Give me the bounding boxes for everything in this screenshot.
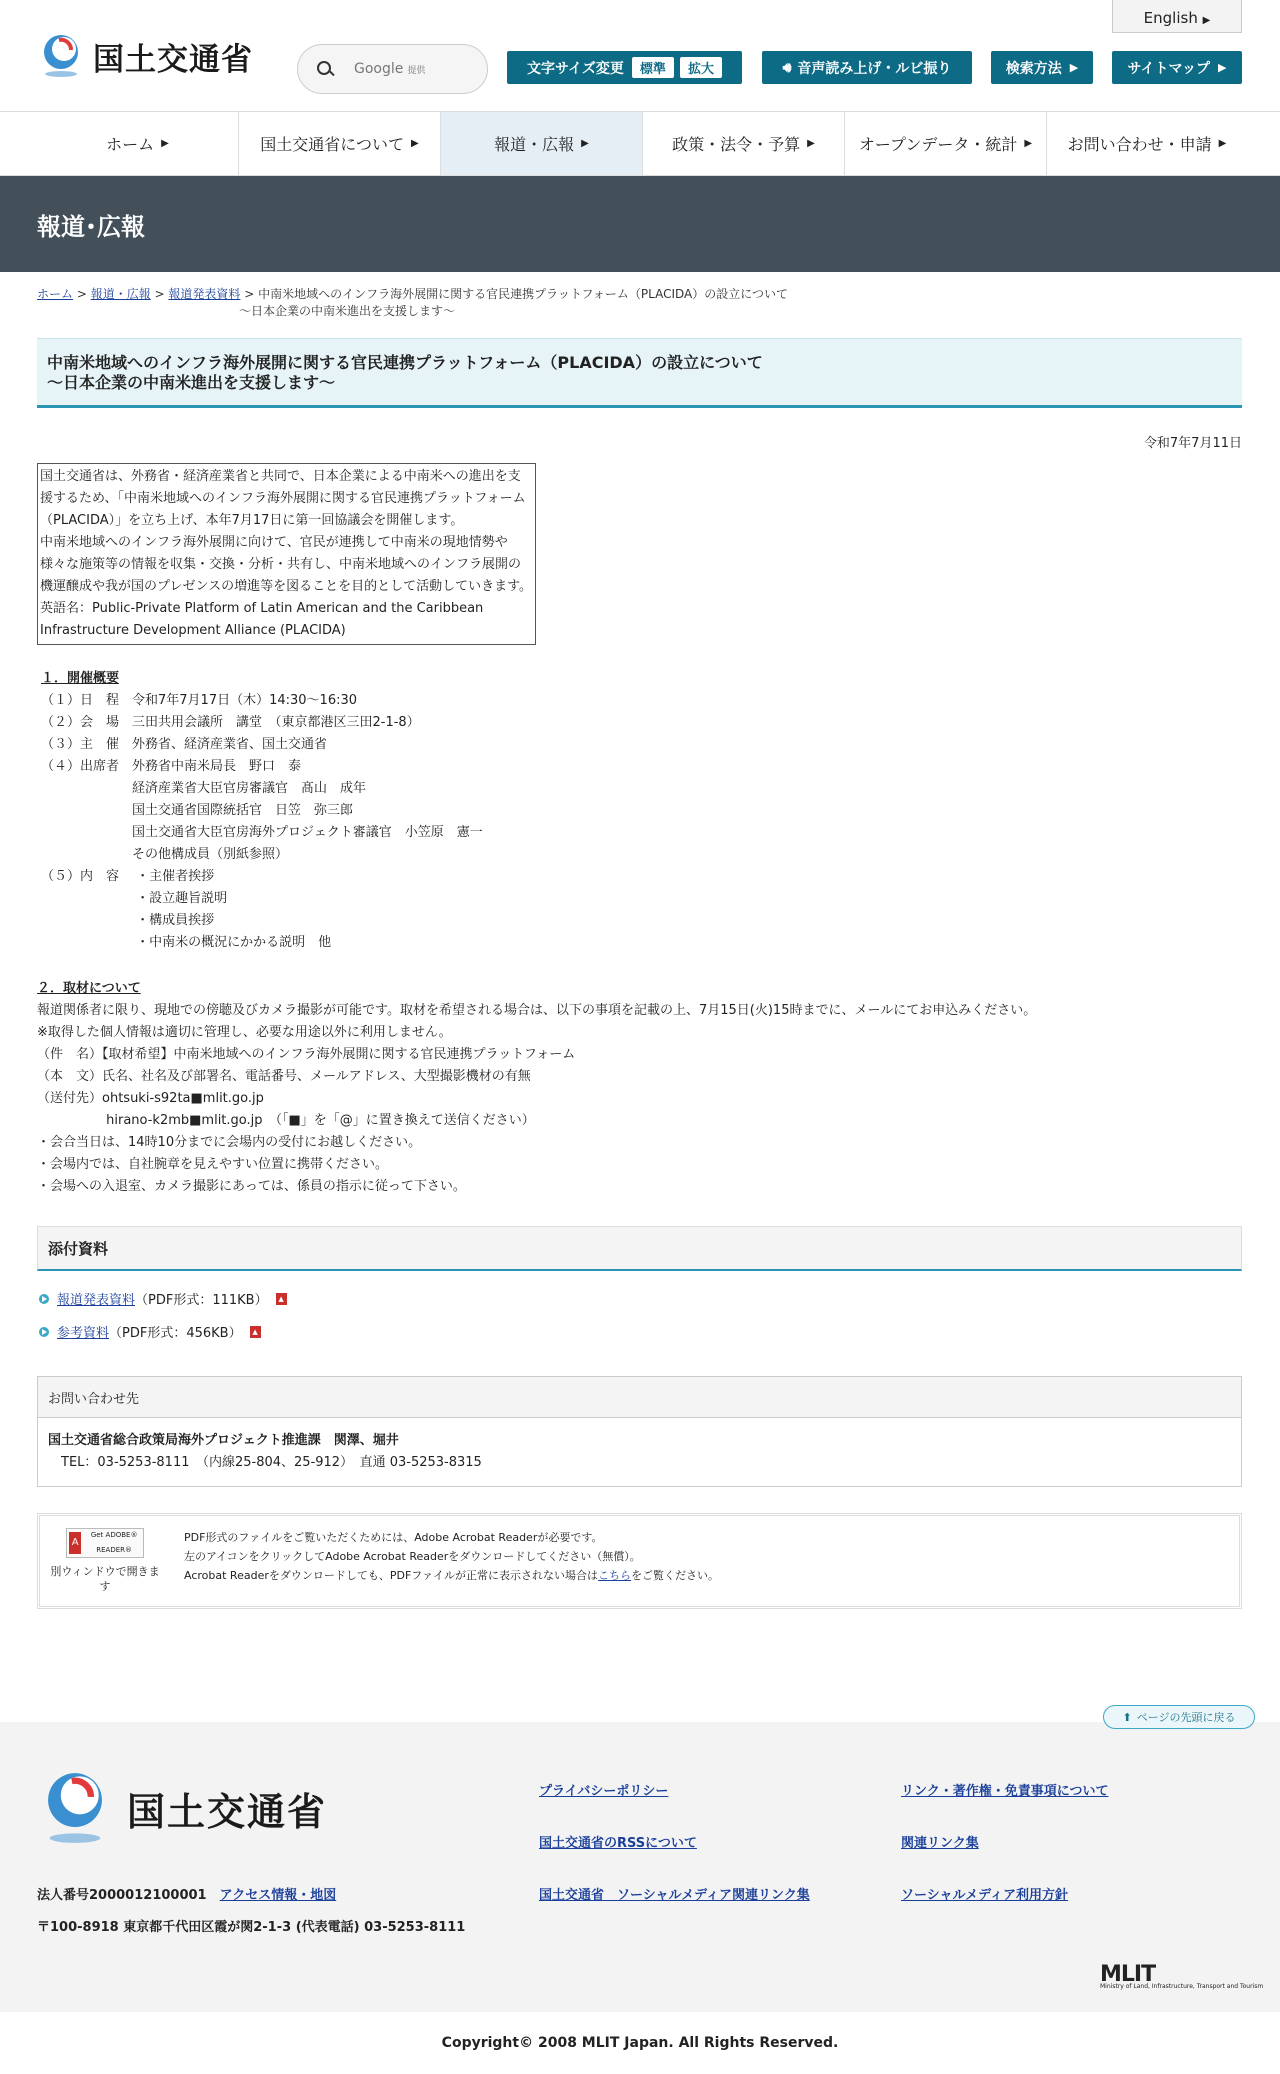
breadcrumb-press[interactable]: 報道・広報 bbox=[90, 287, 151, 301]
contact-heading: お問い合わせ先 bbox=[38, 1377, 1241, 1418]
footer-links-col1 bbox=[539, 1766, 810, 1922]
attachment-link-press[interactable]: 報道発表資料 bbox=[57, 1293, 136, 1308]
access-link[interactable]: アクセス情報・地図 bbox=[219, 1888, 337, 1903]
nav-opendata[interactable]: オープンデータ・統計 ▶ bbox=[845, 112, 1047, 175]
contact-box bbox=[37, 1376, 1242, 1487]
breadcrumb-home[interactable]: ホーム bbox=[37, 287, 74, 301]
rss-link[interactable]: 国土交通省のRSSについて bbox=[539, 1836, 697, 1851]
attachment-item: 報道発表資料 （PDF形式：111KB） ▲ bbox=[37, 1289, 1242, 1308]
section-heading: １．開催概要 bbox=[41, 671, 120, 686]
section-heading: ２．取材について bbox=[37, 981, 141, 996]
search-method-button[interactable]: 検索方法 ▶ bbox=[991, 51, 1093, 84]
nav-home[interactable]: ホーム ▶ bbox=[37, 112, 239, 175]
contact-tel: TEL：03-5253-8111 （内線25-804、25-912） 直通 03-5253-8315 bbox=[48, 1455, 482, 1470]
pdf-icon: ▲ bbox=[250, 1326, 261, 1338]
search-box[interactable] bbox=[297, 44, 488, 94]
attachment-link-reference[interactable]: 参考資料 bbox=[57, 1326, 110, 1341]
attachment-item: 参考資料 （PDF形式：456KB） ▲ bbox=[37, 1322, 1242, 1341]
get-adobe-reader-button[interactable]: A Get ADOBE® READER® bbox=[66, 1528, 144, 1558]
breadcrumb-current-sub: ～日本企業の中南米進出を支援します～ bbox=[239, 304, 456, 318]
footer-info: 法人番号2000012100001 アクセス情報・地図 〒100-8918 東京都千代田区霞が関2-1-3 (代表電話) 03-5253-8111 bbox=[37, 1880, 465, 1944]
mlit-logo-icon bbox=[37, 32, 85, 80]
logo-text: 国土交通省 bbox=[93, 41, 253, 78]
adobe-reader-icon: A bbox=[69, 1532, 81, 1554]
related-links-link[interactable]: 関連リンク集 bbox=[901, 1836, 979, 1851]
section-press-coverage: ２．取材について 報道関係者に限り、現地での傍聴及びカメラ撮影が可能です。取材を希望される場合は、以下の事項を記載の上、7月15日(火)15時までに、メールにてお申込みください。 ※取得した個人情報は適切に管理し、必要な用途以外に利用しません。 （件 名）【取材希望】中南米地域へのインフラ海外展開に関する官民連携プラットフォーム （本 文）氏名、社名及び部署名、電話番号、メールアドレス、大型撮影機材の有無 （送付先）ohtsuki-s92ta■mlit.go.jp hirano-k2mb■mlit.go.jp （「■」を「@」に置き換えて送信ください） ・会合当日は、14時10分までに会場内の受付にお越しください。 ・会場内では、自社腕章を見えやすい位置に携帯ください。 ・会場への入退室、カメラ撮影にあっては、係員の指示に従って下さい。 bbox=[37, 978, 1242, 1198]
footer-logo[interactable] bbox=[37, 1768, 327, 1848]
footer-address: 〒100-8918 東京都千代田区霞が関2-1-3 (代表電話) 03-5253-8111 bbox=[37, 1920, 466, 1935]
acrobat-notice: A Get ADOBE® READER® 別ウィンドウで開きます PDF形式のファイルをご覧いただくためには、Adobe Acrobat Readerが必要です。 左のアイコンをクリックしてAdobe Acrobat Readerをダウンロードしてください（無償）。 Acrobat Readerをダウンロードしても、PDFファイルが正常に表示されない場合はこちらをご覧ください。 bbox=[37, 1513, 1242, 1609]
privacy-link[interactable]: プライバシーポリシー bbox=[539, 1784, 669, 1799]
contact-org: 国土交通省総合政策局海外プロジェクト推進課 関澤、堀井 bbox=[48, 1433, 399, 1448]
summary-box: 国土交通省は、外務省・経済産業省と共同で、日本企業による中南米への進出を支援するため、「中南米地域へのインフラ海外展開に関する官民連携プラットフォーム（PLACIDA）」を立ち上げ、本年7月17日に第一回協議会を開催します。 中南米地域へのインフラ海外展開に向けて、官民が連携して中南米の現地情勢や様々な施策等の情報を収集・交換・分析・共有し、中南米地域へのインフラ展開の機運醸成や我が国のプレゼンスの増進等を図ることを目的として活動していきます。 英語名：Public-Private Platform of Latin American and the Caribbean Infrastructure Development Alliance (PLACIDA) bbox=[37, 463, 536, 645]
footer-links-col2 bbox=[901, 1766, 1108, 1922]
site-header bbox=[0, 0, 1280, 112]
global-nav bbox=[0, 112, 1280, 176]
arrow-bullet-icon bbox=[39, 1327, 49, 1337]
sitemap-button[interactable]: サイトマップ ▶ bbox=[1112, 51, 1242, 84]
attachments-heading: 添付資料 bbox=[37, 1226, 1242, 1271]
search-icon bbox=[316, 60, 334, 78]
breadcrumb-current: 中南米地域へのインフラ海外展開に関する官民連携プラットフォーム（PLACIDA）の設立について bbox=[258, 287, 789, 301]
page-title: 中南米地域へのインフラ海外展開に関する官民連携プラットフォーム（PLACIDA）の設立について ～日本企業の中南米進出を支援します～ bbox=[37, 338, 1242, 408]
breadcrumb-release[interactable]: 報道発表資料 bbox=[168, 287, 241, 301]
nav-press[interactable]: 報道・広報 ▶ bbox=[441, 112, 643, 175]
voice-ruby-button[interactable]: 🔊︎ 音声読み上げ・ルビ振り bbox=[762, 51, 972, 84]
nav-about[interactable]: 国土交通省について ▶ bbox=[239, 112, 441, 175]
nav-contact[interactable]: お問い合わせ・申請 ▶ bbox=[1067, 135, 1227, 154]
arrow-up-icon: ⬆ bbox=[1122, 1710, 1132, 1724]
site-logo[interactable] bbox=[37, 32, 253, 80]
footer-logo-text: 国土交通省 bbox=[127, 1789, 328, 1834]
breadcrumb: ホーム > 報道・広報 > 報道発表資料 > 中南米地域へのインフラ海外展開に関する官民連携プラットフォーム（PLACIDA）の設立について ～日本企業の中南米進出を支援します～ bbox=[37, 286, 1242, 320]
english-button[interactable]: English ▶ bbox=[1112, 0, 1242, 33]
social-links-link[interactable]: 国土交通省 ソーシャルメディア関連リンク集 bbox=[539, 1888, 810, 1903]
speaker-icon: 🔊︎ bbox=[782, 59, 792, 76]
font-size-standard-button[interactable]: 標準 bbox=[632, 57, 674, 78]
main-content bbox=[37, 286, 1242, 1609]
search-placeholder: Google 提供 bbox=[354, 61, 426, 77]
back-to-top-button[interactable]: ⬆ ページの先頭に戻る bbox=[1103, 1705, 1255, 1729]
arrow-bullet-icon bbox=[39, 1294, 49, 1304]
mlit-logo-icon bbox=[37, 1768, 113, 1848]
copyright-link[interactable]: リンク・著作権・免責事項について bbox=[901, 1784, 1109, 1799]
pdf-icon: ▲ bbox=[276, 1293, 287, 1305]
release-date: 令和7年7月11日 bbox=[1143, 436, 1242, 451]
nav-policy[interactable]: 政策・法令・予算 ▶ bbox=[643, 112, 845, 175]
social-policy-link[interactable]: ソーシャルメディア利用方針 bbox=[901, 1888, 1069, 1903]
font-size-control: 文字サイズ変更 標準 拡大 bbox=[507, 51, 742, 84]
site-footer bbox=[0, 1722, 1280, 2012]
mlit-wordmark: MLIT Ministry of Land, Infrastructure, Transport and Tourism bbox=[1100, 1962, 1264, 1990]
acrobat-help-link[interactable]: こちら bbox=[598, 1569, 632, 1582]
section-overview: １．開催概要 （１）日 程 令和7年7月17日（木）14:30～16:30 （２）会 場 三田共用会議所 講堂 （東京都港区三田2-1-8） （３）主 催 外務省、経済産業省、国土交通省 （４）出席者 外務省中南米局長 野口 泰 経済産業省大臣官房審議官 髙山 成年 国土交通省国際統括官 日笠 弥三郎 国土交通省大臣官房海外プロジェクト審議官 小笠原 憲一 その他構成員（別紙参照） （５）内 容 ・主催者挨拶 ・設立趣旨説明 ・構成員挨拶 ・中南米の概況にかかる説明 他 bbox=[37, 668, 1242, 954]
new-window-note: 別ウィンドウで開きます bbox=[50, 1565, 160, 1593]
section-title-band: 報道･広報 bbox=[0, 176, 1280, 272]
copyright: Copyright© 2008 MLIT Japan. All Rights Reserved. bbox=[0, 2012, 1280, 2068]
font-size-large-button[interactable]: 拡大 bbox=[680, 57, 722, 78]
